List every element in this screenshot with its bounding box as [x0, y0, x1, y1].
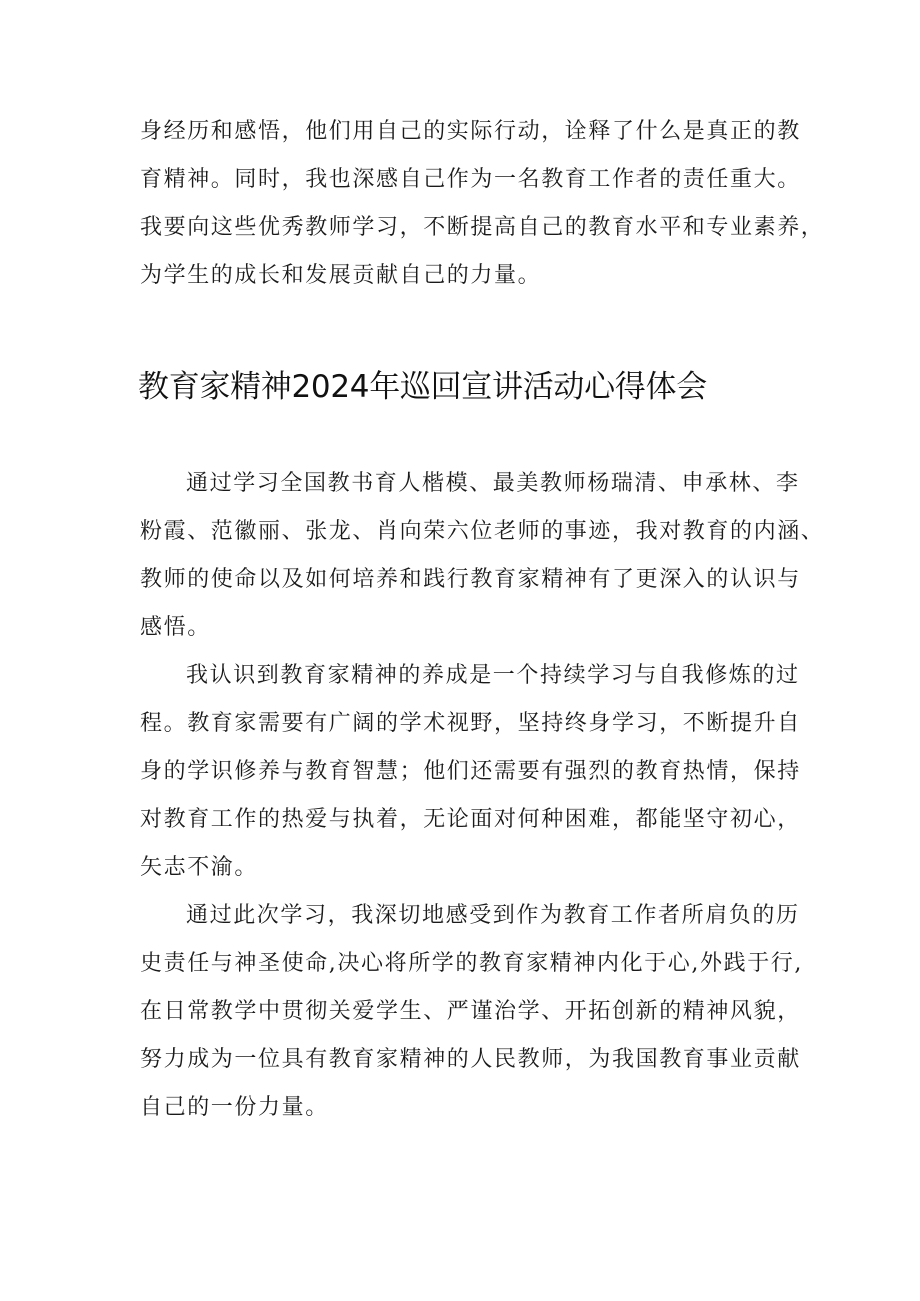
text-line: 身经历和感悟，他们用自己的实际行动，诠释了什么是真正的教	[140, 119, 801, 144]
text-line: 通过此次学习，我深切地感受到作为教育工作者所肩负的历	[186, 903, 800, 928]
text-line: 自己的一份力量。	[140, 1095, 329, 1120]
text-line: 努力成为一位具有教育家精神的人民教师，为我国教育事业贡献	[140, 1047, 801, 1072]
text-line: 教师的使命以及如何培养和践行教育家精神有了更深入的认识与	[140, 567, 801, 592]
text-line: 感悟。	[140, 615, 211, 640]
text-line: 程。教育家需要有广阔的学术视野，坚持终身学习，不断提升自	[140, 711, 801, 736]
text-line: 对教育工作的热爱与执着，无论面对何种困难，都能坚守初心，	[140, 807, 801, 832]
text-line: 史责任与神圣使命,决心将所学的教育家精神内化于心,外践于行,	[140, 951, 803, 976]
text-line: 在日常教学中贯彻关爱学生、严谨治学、开拓创新的精神风貌，	[140, 999, 801, 1024]
text-line: 矢志不渝。	[140, 855, 259, 880]
text-line: 育精神。同时，我也深感自己作为一名教育工作者的责任重大。	[140, 167, 801, 192]
text-line: 通过学习全国教书育人楷模、最美教师杨瑞清、申承林、李	[186, 471, 800, 496]
text-line: 我认识到教育家精神的养成是一个持续学习与自我修炼的过	[186, 663, 800, 688]
text-line: 我要向这些优秀教师学习，不断提高自己的教育水平和专业素养，	[140, 215, 825, 240]
text-line: 身的学识修养与教育智慧；他们还需要有强烈的教育热情，保持	[140, 759, 801, 784]
text-line: 粉霞、范徽丽、张龙、肖向荣六位老师的事迹，我对教育的内涵、	[140, 519, 825, 544]
document-title: 教育家精神2024年巡回宣讲活动心得体会	[138, 369, 707, 405]
text-line: 为学生的成长和发展贡献自己的力量。	[140, 263, 542, 288]
